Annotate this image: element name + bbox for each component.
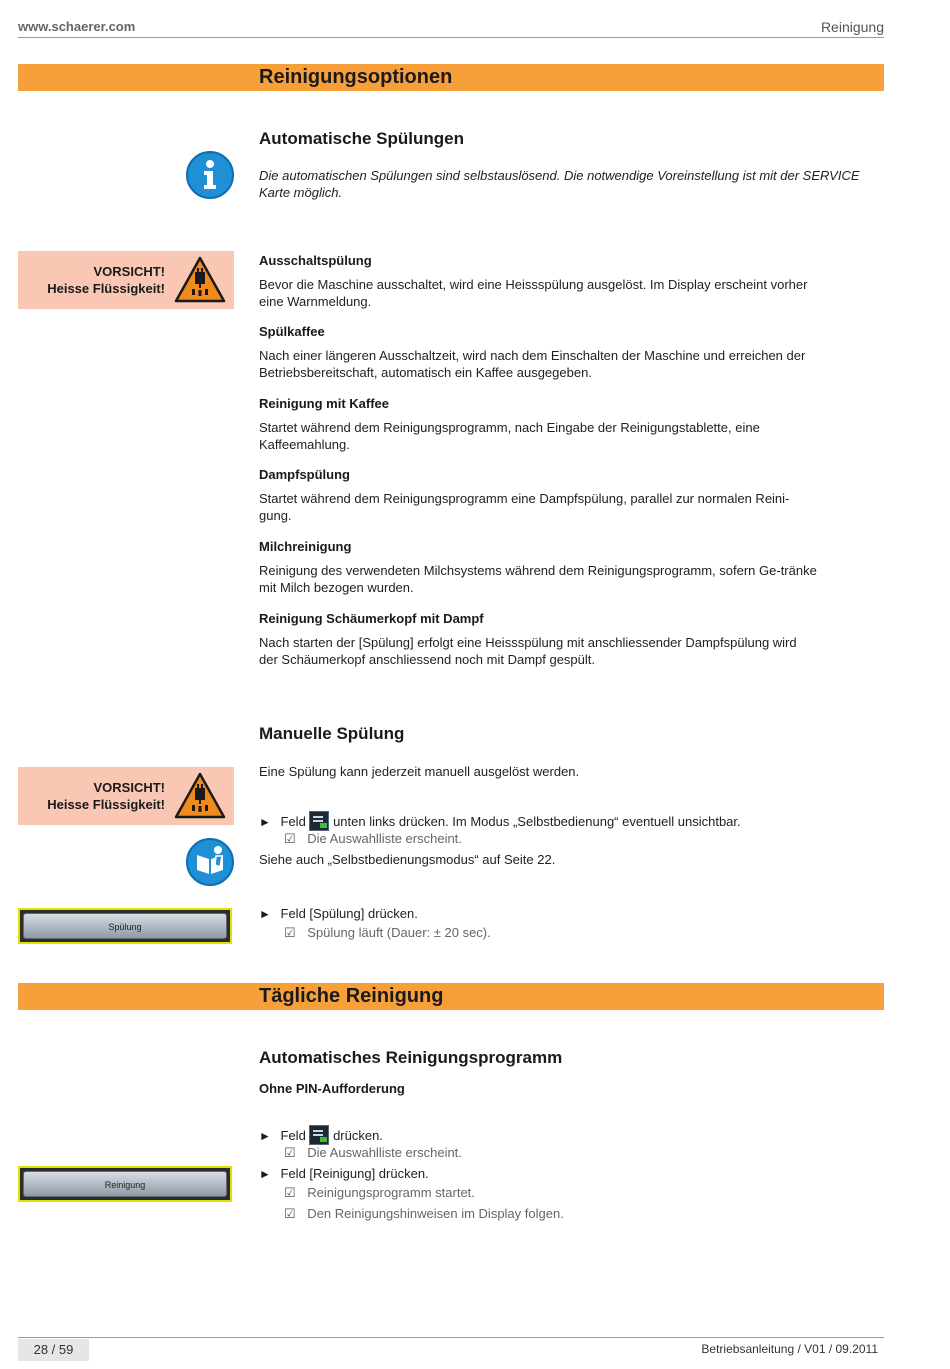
result-text: Die Auswahlliste erscheint.: [307, 1145, 462, 1160]
result-text: Reinigungsprogramm startet.: [307, 1185, 475, 1200]
arrow-bullet: ►: [259, 815, 271, 829]
item-title-reinigung-schaeumerkopf: Reinigung Schäumerkopf mit Dampf: [259, 611, 484, 626]
item-title-milchreinigung: Milchreinigung: [259, 539, 352, 554]
arrow-bullet: ►: [259, 1129, 271, 1143]
cleaning-step-1: [259, 1125, 383, 1145]
hot-liquid-warning-icon: [174, 772, 226, 820]
warning-line-1: VORSICHT!: [93, 264, 165, 279]
heading-automatische-spuelungen: Automatische Spülungen: [259, 129, 464, 148]
arrow-bullet: ►: [259, 907, 271, 921]
item-text-ausschaltspuelung: Bevor die Maschine ausschaltet, wird eine Heissspülung ausgelöst. Im Display erscheint vorher eine Warnmeldung.: [259, 277, 808, 309]
item-title-dampfspuelung: Dampfspülung: [259, 467, 350, 482]
step-text: Feld [Reinigung] drücken.: [280, 1166, 429, 1181]
reinigung-button-label: Reinigung: [23, 1171, 227, 1197]
checkbox-icon: ☑: [284, 1185, 296, 1200]
manual-step-2: [259, 905, 418, 923]
page-number: 28 / 59: [18, 1339, 89, 1361]
section-band-taegliche-reinigung: [18, 983, 884, 1010]
info-icon: [186, 151, 234, 199]
info-text: Die automatischen Spülungen sind selbstauslösend. Die notwendige Voreinstellung ist mit der SERVICE Karte möglich.: [259, 168, 860, 200]
heading-automatisches-reinigungsprogramm: Automatisches Reinigungsprogramm: [259, 1048, 563, 1067]
step-text-pre: Feld: [280, 1128, 306, 1143]
hot-liquid-warning-icon: [174, 256, 226, 304]
manual-intro: Eine Spülung kann jederzeit manuell ausgelöst werden.: [259, 764, 580, 779]
arrow-bullet: ►: [259, 1167, 271, 1181]
warning-line-2: Heisse Flüssigkeit!: [47, 797, 165, 812]
spuelung-button-label: Spülung: [23, 913, 227, 939]
manual-step-1-result: [284, 830, 462, 847]
item-text-spuelkaffee: Nach einer längeren Ausschaltzeit, wird nach dem Einschalten der Maschine und erreichen der Betriebsbereitschaft, automatisch ein Kaffee ausgegeben.: [259, 348, 806, 380]
section-title: Tägliche Reinigung: [259, 985, 444, 1007]
subheading-ohne-pin: Ohne PIN-Aufforderung: [259, 1081, 405, 1096]
cleaning-step-2-result-2: [284, 1205, 564, 1222]
document-version: Betriebsanleitung / V01 / 09.2011: [701, 1342, 878, 1356]
checkbox-icon: ☑: [284, 831, 296, 846]
item-text-reinigung-schaeumerkopf: Nach starten der [Spülung] erfolgt eine Heissspülung mit anschliessender Dampfspülung wird der Schäumerkopf anschliessend noch mit Dampf gespült.: [259, 635, 797, 667]
item-title-spuelkaffee: Spülkaffee: [259, 324, 325, 339]
heading-manuelle-spuelung: Manuelle Spülung: [259, 724, 405, 743]
selection-list-field-icon[interactable]: [309, 1125, 329, 1145]
warning-line-2: Heisse Flüssigkeit!: [47, 281, 165, 296]
header-divider: [18, 37, 884, 38]
warning-text: [47, 779, 165, 813]
footer-divider: [18, 1337, 884, 1338]
result-text: Die Auswahlliste erscheint.: [307, 831, 462, 846]
step-text-pre: Feld: [280, 814, 306, 829]
website-url: www.schaerer.com: [18, 19, 136, 34]
section-band-reinigungsoptionen: [18, 64, 884, 91]
result-text: Spülung läuft (Dauer: ± 20 sec).: [307, 925, 491, 940]
checkbox-icon: ☑: [284, 1145, 296, 1160]
read-manual-icon: [186, 838, 234, 886]
step-text-post: drücken.: [333, 1128, 383, 1143]
item-title-reinigung-mit-kaffee: Reinigung mit Kaffee: [259, 396, 390, 411]
manual-step-2-result: [284, 924, 491, 941]
warning-box-hot-liquid-2: [18, 767, 234, 825]
chapter-title: Reinigung: [820, 19, 884, 35]
item-text-dampfspuelung: Startet während dem Reinigungsprogramm eine Dampfspülung, parallel zur normalen Reini-gung.: [259, 491, 790, 523]
manual-step-1: [259, 811, 859, 831]
item-text-reinigung-mit-kaffee: Startet während dem Reinigungsprogramm, nach Eingabe der Reinigungstablette, eine Kaffeemahlung.: [259, 420, 760, 452]
reinigung-button[interactable]: [18, 1166, 232, 1202]
item-title-ausschaltspuelung: Ausschaltspülung: [259, 253, 372, 268]
section-title: Reinigungsoptionen: [259, 66, 453, 88]
cleaning-step-2-result-1: [284, 1184, 475, 1201]
step-text: Feld [Spülung] drücken.: [280, 906, 418, 921]
selection-list-field-icon[interactable]: [309, 811, 329, 831]
cleaning-step-2: [259, 1165, 429, 1183]
checkbox-icon: ☑: [284, 925, 296, 940]
step-text-post: unten links drücken. Im Modus „Selbstbedienung“ eventuell unsichtbar.: [333, 814, 741, 829]
warning-line-1: VORSICHT!: [93, 780, 165, 795]
see-also-reference: Siehe auch „Selbstbedienungsmodus“ auf Seite 22.: [259, 852, 556, 867]
checkbox-icon: ☑: [284, 1206, 296, 1221]
result-text: Den Reinigungshinweisen im Display folgen.: [307, 1206, 564, 1221]
warning-text: [47, 263, 165, 297]
cleaning-step-1-result: [284, 1144, 462, 1161]
spuelung-button[interactable]: [18, 908, 232, 944]
warning-box-hot-liquid: [18, 251, 234, 309]
item-text-milchreinigung: Reinigung des verwendeten Milchsystems während dem Reinigungsprogramm, sofern Ge-tränke mit Milch bezogen wurden.: [259, 563, 817, 595]
